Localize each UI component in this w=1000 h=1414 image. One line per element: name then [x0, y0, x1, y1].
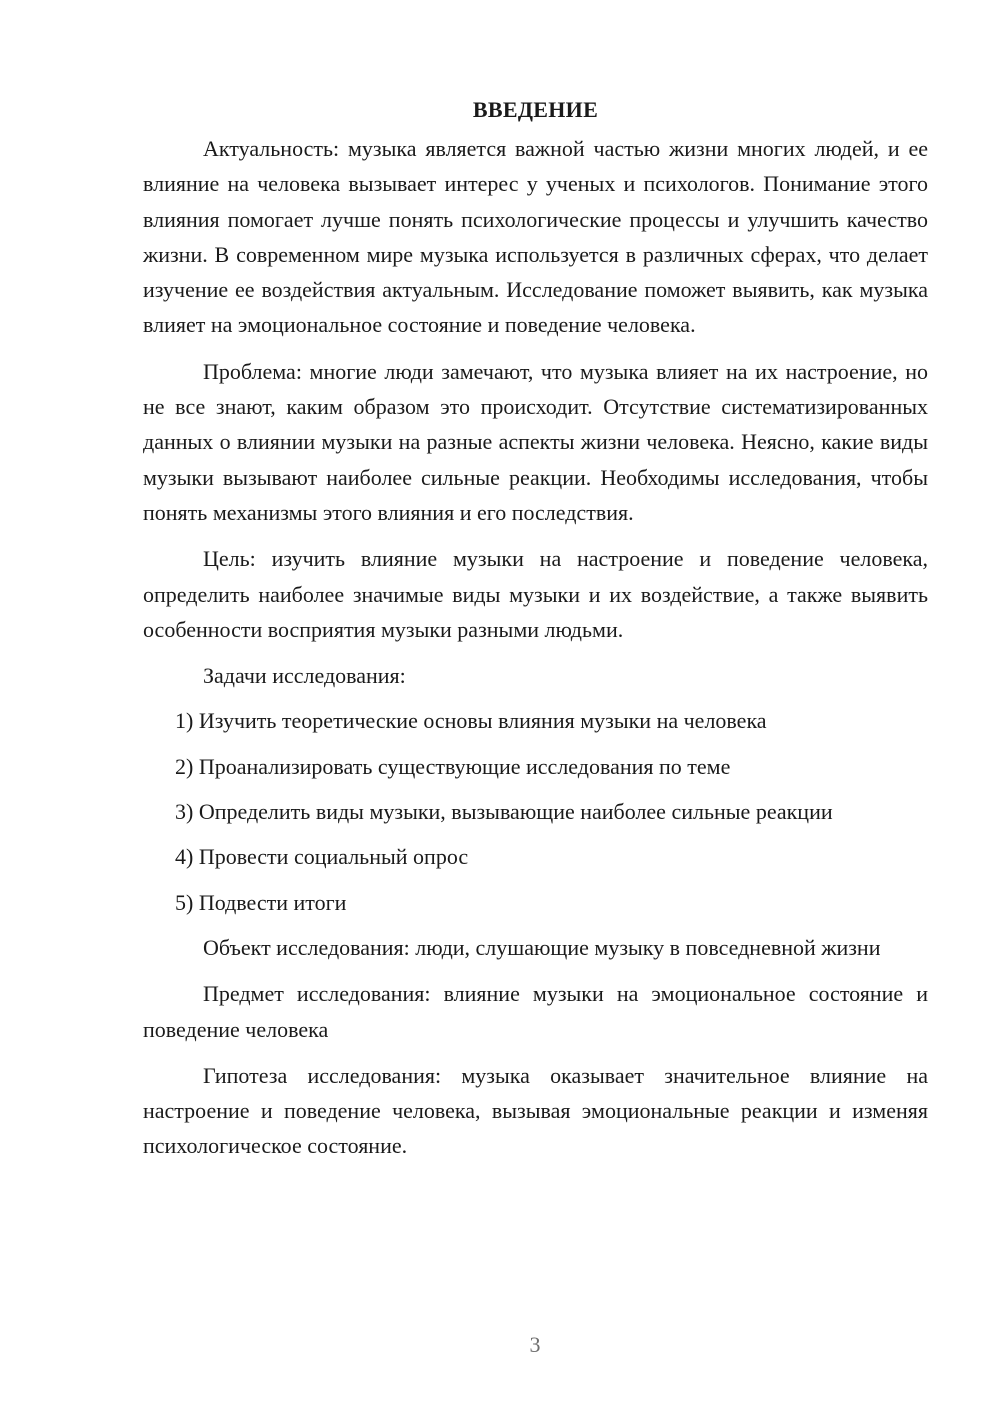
- paragraph-goal: Цель: изучить влияние музыки на настроение и поведение человека, определить наиболее значимые виды музыки и их воздействие, а также выявить особенности восприятия музыки разными людьми.: [143, 546, 928, 642]
- paragraph-problem: Проблема: многие люди замечают, что музыка влияет на их настроение, но не все знают, каким образом это происходит. Отсутствие систематизированных данных о влиянии музыки на разные аспекты жизни человека. Неясно, какие виды музыки вызывают наиболее сильные реакции. Необходимы исследования, чтобы понять механизмы этого влияния и его последствия.: [143, 358, 928, 525]
- task-list: [143, 703, 928, 919]
- page-number: 3: [529, 1332, 541, 1357]
- page-title: ВВЕДЕНИЕ: [472, 97, 599, 122]
- document-page: [143, 92, 928, 1164]
- paragraph-relevance: Актуальность: музыка является важной частью жизни многих людей, и ее влияние на человека вызывает интерес у ученых и психологов. Понимание этого влияния помогает лучше понять психологические процессы и улучшить качество жизни. В современном мире музыка используется в различных сферах, что делает изучение ее воздействия актуальным. Исследование поможет выявить, как музыка влияет на эмоциональное состояние и поведение человека.: [143, 136, 928, 338]
- list-item: 2) Проанализировать существующие исследования по теме: [175, 753, 731, 779]
- paragraph-object: Объект исследования: люди, слушающие музыку в повседневной жизни: [203, 934, 881, 960]
- list-item: 4) Провести социальный опрос: [175, 844, 469, 870]
- paragraph-hypothesis: Гипотеза исследования: музыка оказывает значительное влияние на настроение и поведение человека, вызывая эмоциональные реакции и изменяя психологическое состояние.: [143, 1062, 928, 1159]
- list-item: 5) Подвести итоги: [175, 889, 347, 915]
- tasks-title: Задачи исследования:: [203, 663, 406, 689]
- list-item: 3) Определить виды музыки, вызывающие наиболее сильные реакции: [175, 799, 833, 825]
- list-item: 1) Изучить теоретические основы влияния музыки на человека: [175, 708, 767, 734]
- paragraph-subject: Предмет исследования: влияние музыки на эмоциональное состояние и поведение человека: [143, 981, 928, 1042]
